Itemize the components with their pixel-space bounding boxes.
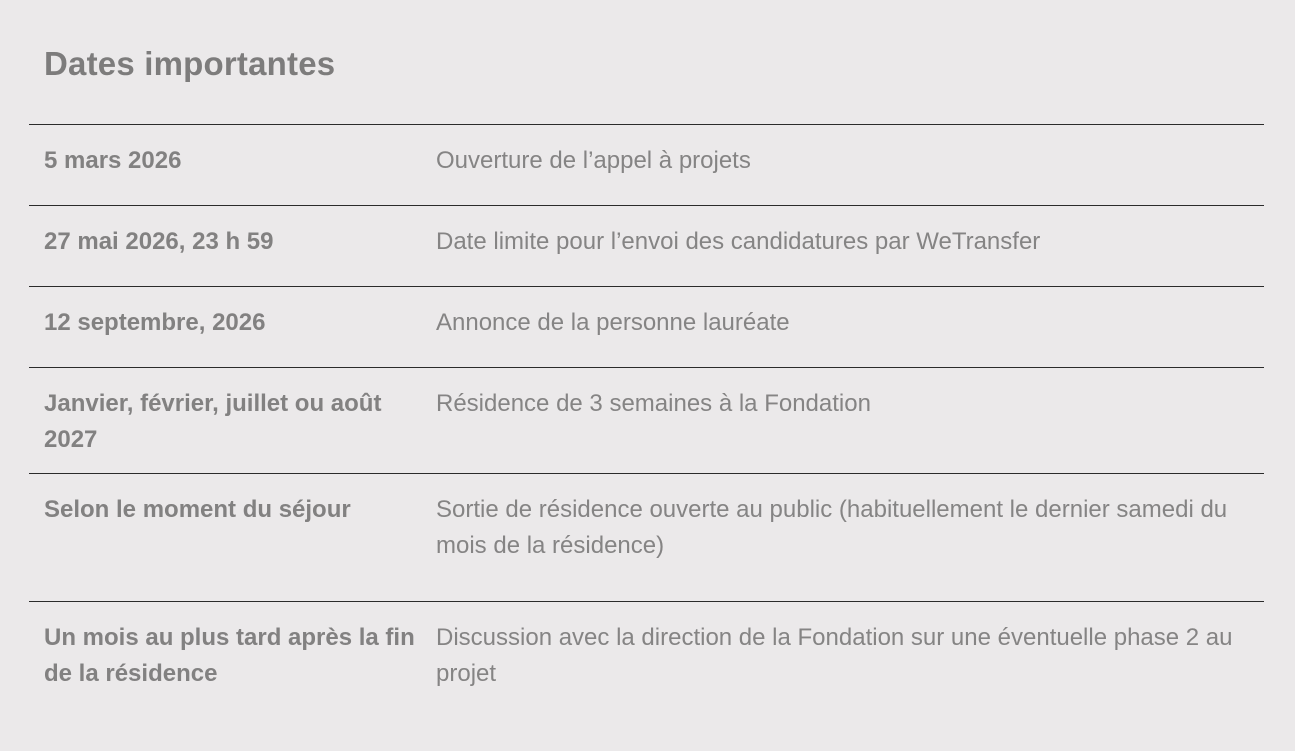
table-row [29, 205, 1264, 286]
row-description: Annonce de la personne lauréate [436, 309, 790, 336]
table-row [29, 286, 1264, 367]
table-row [29, 367, 1264, 473]
page-title: Dates importantes [44, 45, 336, 82]
row-date: Selon le moment du séjour [44, 496, 351, 523]
row-description: Date limite pour l’envoi des candidatures par WeTransfer [436, 228, 1041, 255]
row-date: 12 septembre, 2026 [44, 309, 266, 336]
table-row [29, 601, 1264, 707]
dates-table [29, 124, 1264, 707]
row-date: 5 mars 2026 [44, 147, 182, 174]
table-row [29, 473, 1264, 601]
row-date: 27 mai 2026, 23 h 59 [44, 228, 274, 255]
row-description: Ouverture de l’appel à projets [436, 147, 751, 174]
table-row [29, 124, 1264, 205]
row-date: Un mois au plus tard après la fin de la résidence [44, 624, 415, 687]
row-description: Sortie de résidence ouverte au public (habituellement le dernier samedi du mois de la résidence) [436, 496, 1228, 559]
row-description: Résidence de 3 semaines à la Fondation [436, 390, 871, 417]
row-description: Discussion avec la direction de la Fondation sur une éventuelle phase 2 au projet [436, 624, 1233, 687]
row-date: Janvier, février, juillet ou août 2027 [44, 390, 382, 453]
